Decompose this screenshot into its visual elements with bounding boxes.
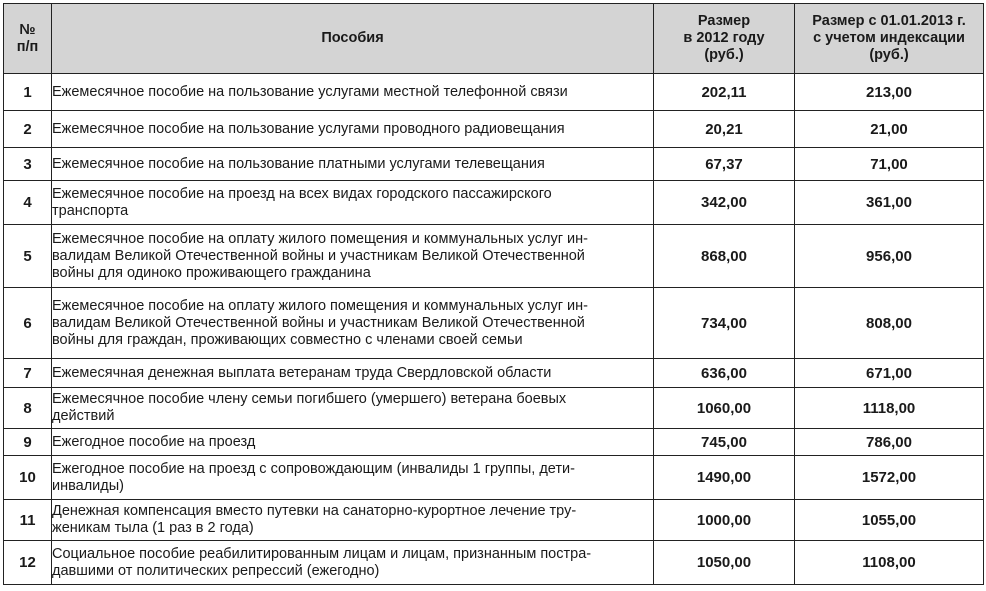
benefit-name-line: транспорта [52, 202, 129, 219]
benefit-name-line: Ежемесячное пособие на оплату жилого помещения и коммунальных услуг ин- [52, 230, 588, 247]
size-2012-value: 202,11 [654, 74, 795, 111]
row-number: 12 [4, 541, 52, 585]
size-2013-value: 361,00 [795, 181, 984, 225]
header-size-2013-line: с учетом индексации [813, 30, 965, 46]
benefits-table [3, 3, 984, 585]
size-2013-value: 213,00 [795, 74, 984, 111]
size-2012-value: 342,00 [654, 181, 795, 225]
benefit-name [52, 541, 654, 585]
table-row [4, 541, 984, 585]
benefit-name-line: валидам Великой Отечественной войны и участникам Великой Отечественной [52, 247, 585, 264]
size-2013-value: 1572,00 [795, 456, 984, 500]
table-row [4, 288, 984, 359]
benefit-name-line: войны для граждан, проживающих совместно с членами своей семьи [52, 331, 523, 348]
header-size-2012-line: в 2012 году [683, 30, 765, 46]
benefit-name-line: женикам тыла (1 раз в 2 года) [52, 520, 254, 536]
benefit-name-line: валидам Великой Отечественной войны и участникам Великой Отечественной [52, 314, 585, 331]
row-number: 1 [4, 74, 52, 111]
size-2012-value: 1050,00 [654, 541, 795, 585]
benefit-name-line: Ежемесячное пособие на пользование услугами местной телефонной связи [52, 83, 568, 100]
size-2013-value: 1055,00 [795, 500, 984, 541]
table-row [4, 225, 984, 288]
header-size-2013-line: (руб.) [869, 47, 909, 63]
size-2013-value: 21,00 [795, 111, 984, 148]
benefit-name-line: Ежегодное пособие на проезд с сопровождающим (инвалиды 1 группы, дети- [52, 460, 575, 477]
benefit-name [52, 429, 654, 456]
benefit-name [52, 288, 654, 359]
size-2012-value: 868,00 [654, 225, 795, 288]
header-size-2012-line: Размер [697, 13, 751, 29]
header-size-2013 [795, 4, 984, 74]
row-number: 4 [4, 181, 52, 225]
size-2013-value: 808,00 [795, 288, 984, 359]
benefit-name-line: Ежегодное пособие на проезд [52, 433, 256, 450]
benefit-name-line: давшими от политических репрессий (ежегодно) [52, 562, 380, 579]
size-2012-value: 636,00 [654, 359, 795, 388]
benefit-name [52, 111, 654, 148]
size-2012-value: 734,00 [654, 288, 795, 359]
benefit-name [52, 500, 654, 541]
benefit-name [52, 388, 654, 429]
table-body [4, 74, 984, 585]
size-2012-value: 67,37 [654, 148, 795, 181]
benefit-name-line: Денежная компенсация вместо путевки на санаторно-курортное лечение тру- [52, 503, 577, 519]
size-2013-value: 671,00 [795, 359, 984, 388]
table-row [4, 456, 984, 500]
benefit-name-line: действий [52, 408, 115, 424]
row-number: 5 [4, 225, 52, 288]
row-number: 11 [4, 500, 52, 541]
size-2012-value: 1000,00 [654, 500, 795, 541]
table-row [4, 359, 984, 388]
header-number-line: № [19, 21, 36, 38]
benefit-name-line: инвалиды) [52, 477, 124, 494]
header-number [4, 4, 52, 74]
table-header-row [4, 4, 984, 74]
benefit-name-line: Ежемесячное пособие на пользование платными услугами телевещания [52, 155, 545, 172]
size-2012-value: 20,21 [654, 111, 795, 148]
table-row [4, 111, 984, 148]
row-number: 3 [4, 148, 52, 181]
header-benefits [52, 4, 654, 74]
benefit-name [52, 181, 654, 225]
table-row [4, 148, 984, 181]
benefit-name [52, 359, 654, 388]
size-2012-value: 745,00 [654, 429, 795, 456]
table-row [4, 181, 984, 225]
benefit-name-line: Ежемесячное пособие члену семьи погибшего (умершего) ветерана боевых [52, 391, 567, 407]
benefit-name [52, 148, 654, 181]
benefit-name-line: Ежемесячное пособие на проезд на всех видах городского пассажирского [52, 185, 552, 202]
benefit-name-line: Социальное пособие реабилитированным лицам и лицам, признанным постра- [52, 545, 592, 562]
row-number: 8 [4, 388, 52, 429]
size-2013-value: 1108,00 [795, 541, 984, 585]
size-2012-value: 1490,00 [654, 456, 795, 500]
row-number: 7 [4, 359, 52, 388]
header-size-2012-line: (руб.) [704, 47, 744, 63]
header-size-2012 [654, 4, 795, 74]
size-2012-value: 1060,00 [654, 388, 795, 429]
size-2013-value: 786,00 [795, 429, 984, 456]
table-row [4, 500, 984, 541]
row-number: 10 [4, 456, 52, 500]
benefit-name-line: Ежемесячное пособие на пользование услугами проводного радиовещания [52, 120, 565, 137]
benefit-name [52, 225, 654, 288]
row-number: 2 [4, 111, 52, 148]
row-number: 6 [4, 288, 52, 359]
benefit-name [52, 456, 654, 500]
header-benefits-label: Пособия [321, 30, 384, 46]
benefit-name-line: Ежемесячная денежная выплата ветеранам труда Свердловской области [52, 364, 552, 381]
benefit-name [52, 74, 654, 111]
header-size-2013-line: Размер с 01.01.2013 г. [812, 13, 966, 29]
size-2013-value: 956,00 [795, 225, 984, 288]
header-number-line: п/п [16, 38, 39, 55]
benefit-name-line: войны для одиноко проживающего гражданина [52, 264, 371, 281]
table-row [4, 388, 984, 429]
row-number: 9 [4, 429, 52, 456]
benefit-name-line: Ежемесячное пособие на оплату жилого помещения и коммунальных услуг ин- [52, 297, 588, 314]
size-2013-value: 71,00 [795, 148, 984, 181]
table-row [4, 429, 984, 456]
size-2013-value: 1118,00 [795, 388, 984, 429]
table-row [4, 74, 984, 111]
